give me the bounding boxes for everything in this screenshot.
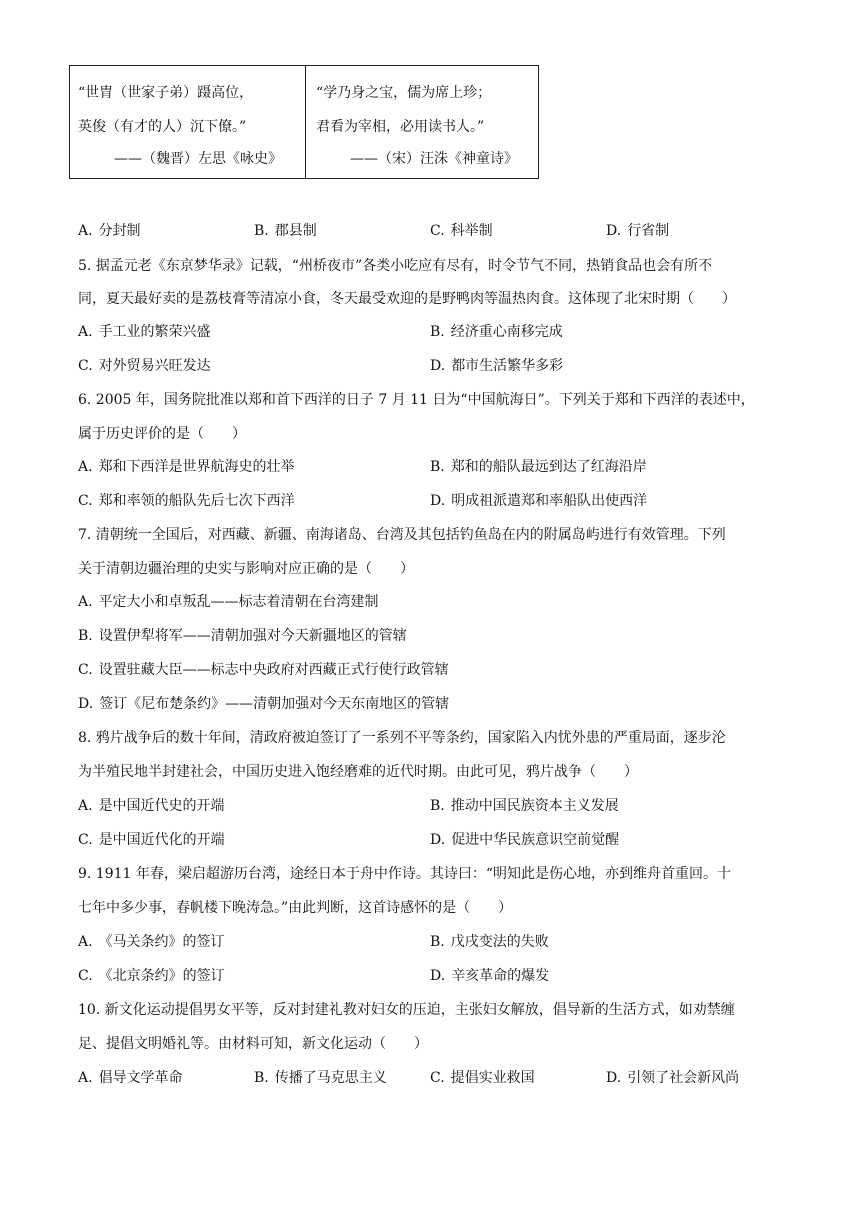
q7-stem-line1: 7. 清朝统一全国后，对西藏、新疆、南海诸岛、台湾及其包括钓鱼岛在内的附属岛屿进行有效管理。下列 (78, 527, 726, 543)
q6-option-d[interactable]: D. 明成祖派遣郑和率船队出使西洋 (430, 493, 648, 509)
quote-right-line1: “学乃身之宝，儒为席上珍； (316, 85, 492, 101)
q8-stem-line2: 为半殖民地半封建社会，中国历史进入饱经磨难的近代时期。由此可见，鸦片战争（ ） (78, 764, 638, 780)
q9-stem-line2: 七年中多少事，春帆楼下晚涛急。”由此判断，这首诗感怀的是（ ） (78, 900, 513, 916)
q5-option-b[interactable]: B. 经济重心南移完成 (430, 324, 563, 340)
q5-option-d[interactable]: D. 都市生活繁华多彩 (430, 358, 564, 374)
q5-stem-line1: 5. 据孟元老《东京梦华录》记载，“州桥夜市”各类小吃应有尽有，时令节气不同，热销食品也会有所不 (78, 258, 713, 274)
q7-stem-line2: 关于清朝边疆治理的史实与影响对应正确的是（ ） (78, 561, 414, 577)
q9-stem-line1: 9. 1911 年春，梁启超游历台湾，途经日本于舟中作诗。其诗曰：“明知此是伤心地，亦到维舟首重回。十 (78, 866, 732, 882)
q6-stem-line1: 6. 2005 年，国务院批准以郑和首下西洋的日子 7 月 11 日为“中国航海日”。下列关于郑和下西洋的表述中， (78, 392, 755, 408)
q4-option-a[interactable]: A. 分封制 (78, 223, 141, 239)
q8-option-a[interactable]: A. 是中国近代史的开端 (78, 798, 225, 814)
q8-option-d[interactable]: D. 促进中华民族意识空前觉醒 (430, 832, 620, 848)
q8-option-c[interactable]: C. 是中国近代化的开端 (78, 832, 225, 848)
quote-left-source: ——（魏晋）左思《咏史》 (114, 151, 282, 167)
q6-option-b[interactable]: B. 郑和的船队最远到达了红海沿岸 (430, 459, 647, 475)
q4-option-d[interactable]: D. 行省制 (606, 223, 670, 239)
q6-option-a[interactable]: A. 郑和下西洋是世界航海史的壮举 (78, 459, 295, 475)
quote-cell-right (306, 66, 538, 178)
q4-option-b[interactable]: B. 郡县制 (254, 223, 317, 239)
quote-right-line2: 君看为宰相，必用读书人。” (316, 119, 485, 135)
quote-right-source: ——（宋）汪洙《神童诗》 (350, 151, 518, 167)
q8-option-b[interactable]: B. 推动中国民族资本主义发展 (430, 798, 619, 814)
quote-cell-left (70, 66, 306, 178)
q10-option-a[interactable]: A. 倡导文学革命 (78, 1070, 183, 1086)
q6-stem-line2: 属于历史评价的是（ ） (78, 426, 246, 442)
q10-stem-line2: 足、提倡文明婚礼等。由材料可知，新文化运动（ ） (78, 1036, 428, 1052)
q4-option-c[interactable]: C. 科举制 (430, 223, 493, 239)
q7-option-d[interactable]: D. 签订《尼布楚条约》——清朝加强对今天东南地区的管辖 (78, 696, 450, 712)
q10-option-c[interactable]: C. 提倡实业救国 (430, 1070, 535, 1086)
q6-option-c[interactable]: C. 郑和率领的船队先后七次下西洋 (78, 493, 295, 509)
q9-option-b[interactable]: B. 戊戌变法的失败 (430, 934, 549, 950)
q7-option-a[interactable]: A. 平定大小和卓叛乱——标志着清朝在台湾建制 (78, 594, 379, 610)
quote-table (69, 65, 539, 179)
q7-option-b[interactable]: B. 设置伊犁将军——清朝加强对今天新疆地区的管辖 (78, 628, 407, 644)
q10-stem-line1: 10. 新文化运动提倡男女平等，反对封建礼教对妇女的压迫，主张妇女解放，倡导新的生活方式，如劝禁缠 (78, 1002, 735, 1018)
quote-left-line1: “世胄（世家子弟）蹑高位， (78, 85, 254, 101)
q5-option-c[interactable]: C. 对外贸易兴旺发达 (78, 358, 211, 374)
quote-left-line2: 英俊（有才的人）沉下僚。” (78, 119, 247, 135)
q10-option-d[interactable]: D. 引领了社会新风尚 (606, 1070, 740, 1086)
q9-option-a[interactable]: A. 《马关条约》的签订 (78, 934, 225, 950)
q5-option-a[interactable]: A. 手工业的繁荣兴盛 (78, 324, 211, 340)
q8-stem-line1: 8. 鸦片战争后的数十年间，清政府被迫签订了一系列不平等条约，国家陷入内忧外患的严重局面，逐步沦 (78, 730, 726, 746)
q9-option-d[interactable]: D. 辛亥革命的爆发 (430, 968, 550, 984)
q9-option-c[interactable]: C. 《北京条约》的签订 (78, 968, 225, 984)
q7-option-c[interactable]: C. 设置驻藏大臣——标志中央政府对西藏正式行使行政管辖 (78, 662, 449, 678)
q5-stem-line2: 同，夏天最好卖的是荔枝膏等清凉小食，冬天最受欢迎的是野鸭肉等温热肉食。这体现了北宋时期（ ） (78, 291, 736, 307)
q10-option-b[interactable]: B. 传播了马克思主义 (254, 1070, 387, 1086)
